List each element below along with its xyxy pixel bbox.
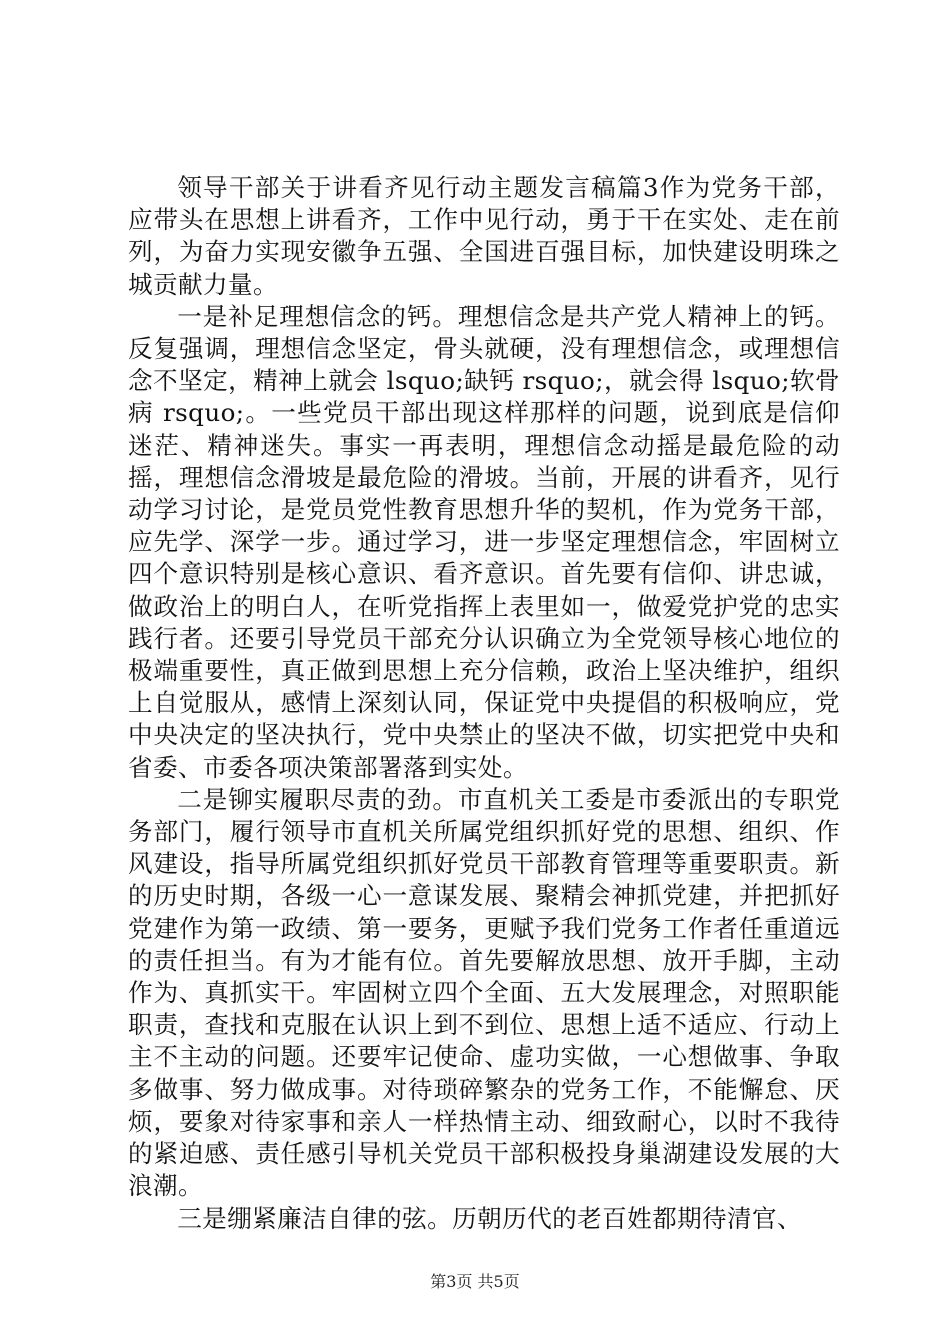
paragraph-ideals: 一是补足理想信念的钙。理想信念是共产党人精神上的钙。反复强调，理想信念坚定，骨头就硬，没有理想信念，或理想信念不坚定，精神上就会 lsquo;缺钙 rsquo;，就会得 lsquo;软骨病 rsquo;。一些党员干部出现这样那样的问题，说到底是信仰迷茫、精神迷失。事实一再表明，理想信念动摇是最危险的动摇，理想信念滑坡是最危险的滑坡。当前，开展的讲看齐，见行动学习讨论，是党员党性教育思想升华的契机，作为党务干部，应先学、深学一步。通过学习，进一步坚定理想信念，牢固树立四个意识特别是核心意识、看齐意识。首先要有信仰、讲忠诚，做政治上的明白人，在听党指挥上表里如一，做爱党护党的忠实践行者。还要引导党员干部充分认识确立为全党领导核心地位的极端重要性，真正做到思想上充分信赖，政治上坚决维护，组织上自觉服从，感情上深刻认同，保证党中央提倡的积极响应，党中央决定的坚决执行，党中央禁止的坚决不做，切实把党中央和省委、市委各项决策部署落到实处。: [128, 301, 840, 782]
page-footer: 第3页 共5页: [430, 1272, 520, 1291]
paragraph-integrity: 三是绷紧廉洁自律的弦。历朝历代的老百姓都期待清官、: [177, 1203, 803, 1233]
paragraph-duties: 二是铆实履职尽责的劲。市直机关工委是市委派出的专职党务部门，履行领导市直机关所属党组织抓好党的思想、组织、作风建设，指导所属党组织抓好党员干部教育管理等重要职责。新的历史时期，各级一心一意谋发展、聚精会神抓党建，并把抓好党建作为第一政绩、第一要务，更赋予我们党务工作者任重道远的责任担当。有为才能有位。首先要解放思想、放开手脚，主动作为、真抓实干。牢固树立四个全面、五大发展理念，对照职能职责，查找和克服在认识上到不到位、思想上适不适应、行动上主不主动的问题。还要牢记使命、虚功实做，一心想做事、争取多做事、努力做成事。对待琐碎繁杂的党务工作，不能懈怠、厌烦，要象对待家事和亲人一样热情主动、细致耐心，以时不我待的紧迫感、责任感引导机关党员干部积极投身巢湖建设发展的大浪潮。: [128, 784, 840, 1201]
paragraph-intro: 领导干部关于讲看齐见行动主题发言稿篇3作为党务干部，应带头在思想上讲看齐，工作中见行动，勇于干在实处、走在前列，为奋力实现安徽争五强、全国进百强目标，加快建设明珠之城贡献力量。: [128, 173, 840, 299]
document-body: [128, 172, 840, 1235]
